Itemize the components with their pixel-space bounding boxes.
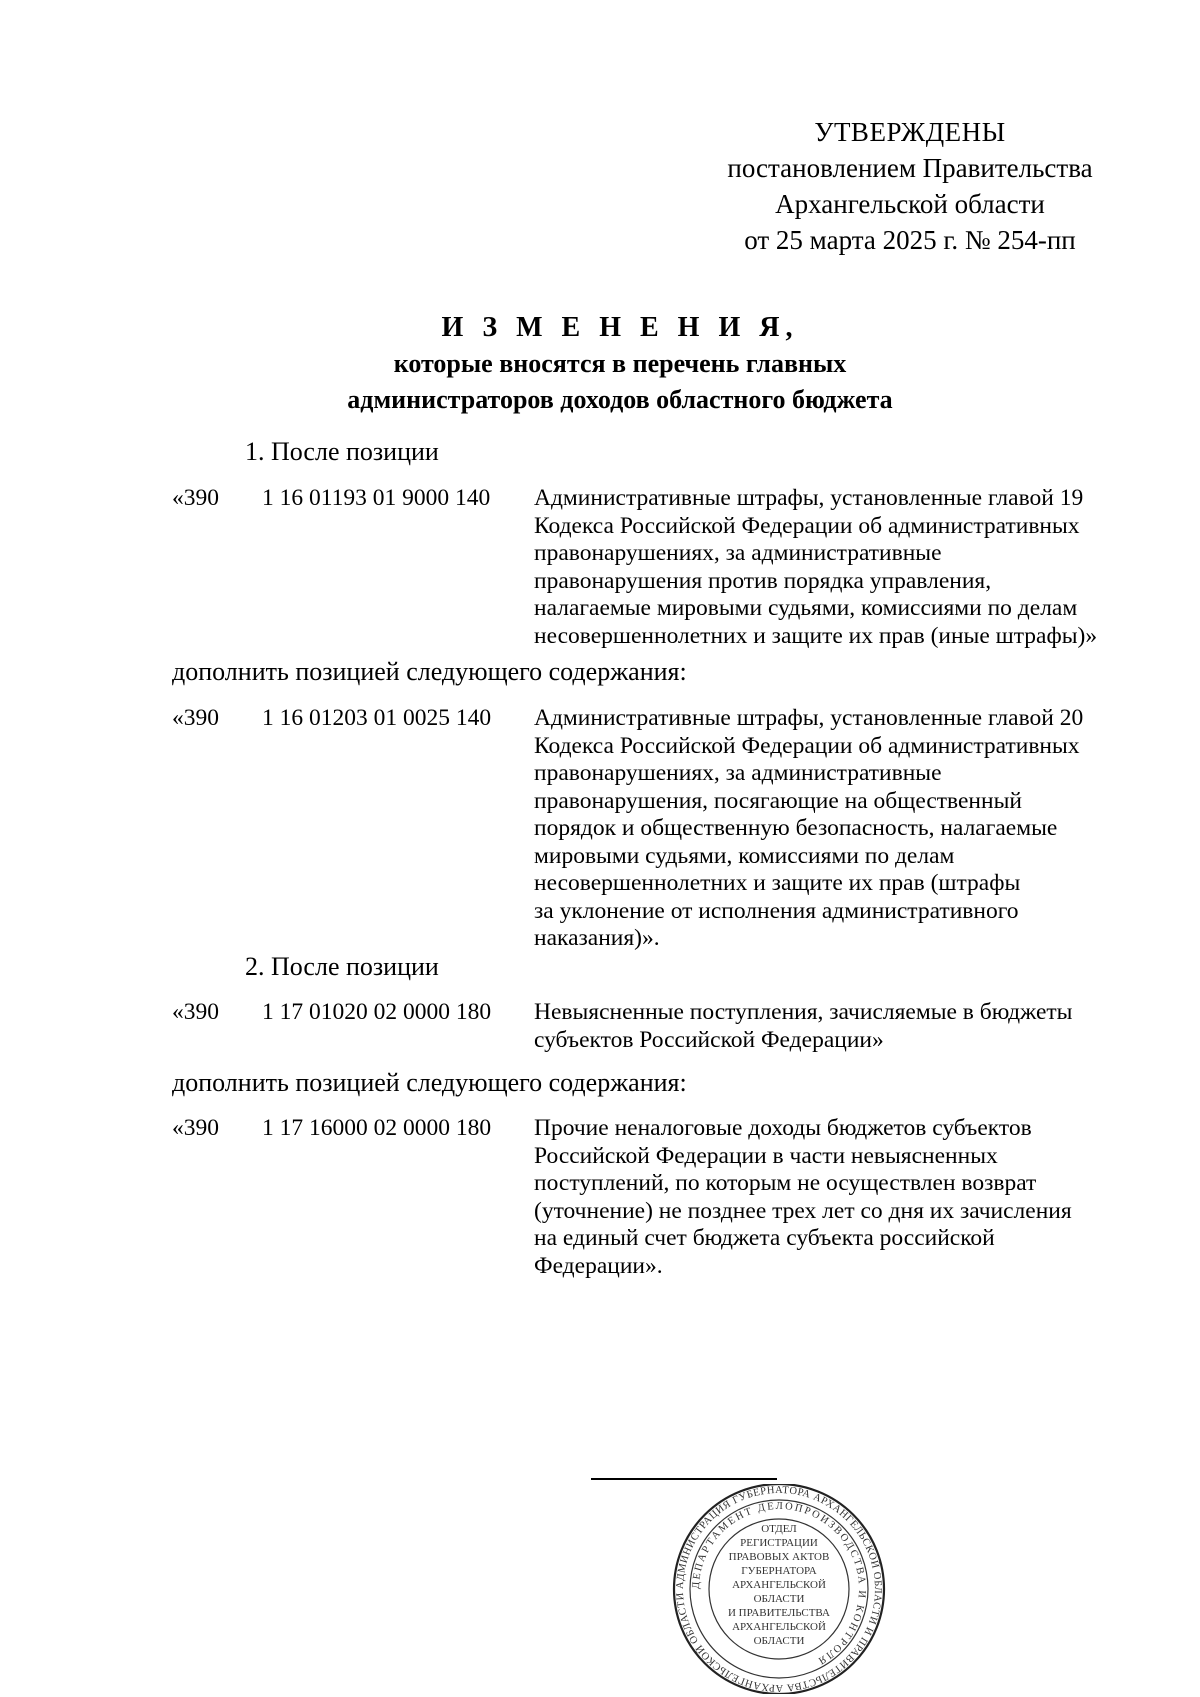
seal-center-line: ГУБЕРНАТОРА (741, 1565, 817, 1577)
description-line: порядок и общественную безопасность, налагаемые (534, 815, 1058, 841)
description-line: Административные штрафы, установленные главой 19 (534, 485, 1084, 511)
description-line: Прочие неналоговые доходы бюджетов субъектов (534, 1115, 1032, 1141)
description-line: Административные штрафы, установленные главой 20 (534, 705, 1084, 731)
description-line: наказания)». (534, 925, 660, 951)
item-2-after-admin-code: «390 (172, 1115, 219, 1141)
item-1-after-kbk: 1 16 01203 01 0025 140 (262, 705, 492, 731)
description-line: правонарушения, посягающие на общественный (534, 787, 1022, 814)
approval-block (700, 114, 1120, 258)
item-1-after-description (534, 705, 1124, 953)
description-line: Кодекса Российской Федерации об административных (534, 732, 1080, 759)
item-2-add-text: дополнить позицией следующего содержания: (172, 1068, 687, 1097)
description-line: правонарушения против порядка управления, (534, 567, 992, 594)
seal-center-line: ПРАВОВЫХ АКТОВ (728, 1551, 830, 1563)
description-line: (уточнение) не позднее трех лет со дня их зачисления (534, 1197, 1072, 1224)
item-2-after-kbk: 1 17 16000 02 0000 180 (262, 1115, 492, 1141)
description-line: на единый счет бюджета субъекта российской (534, 1225, 995, 1251)
description-line: правонарушениях, за административные (534, 760, 942, 786)
description-line: Федерации». (534, 1252, 663, 1279)
document-heading (260, 310, 980, 418)
seal-center-line: АРХАНГЕЛЬСКОЙ (732, 1621, 826, 1633)
item-1-before-admin-code: «390 (172, 485, 219, 511)
seal-center-line: РЕГИСТРАЦИИ (740, 1537, 818, 1549)
heading-line-3: администраторов доходов областного бюджета (347, 385, 893, 414)
description-line: поступлений, по которым не осуществлен возврат (534, 1170, 1037, 1196)
description-line: Российской Федерации в части невыясненных (534, 1142, 998, 1169)
item-1-before-description (534, 485, 1124, 650)
item-1-title: 1. После позиции (245, 437, 439, 466)
seal-center-line: ОБЛАСТИ (753, 1635, 805, 1647)
item-1-after-admin-code: «390 (172, 705, 219, 731)
approval-title: УТВЕРЖДЕНЫ (814, 117, 1006, 147)
description-line: налагаемые мировыми судьями, комиссиями по делам (534, 595, 1078, 621)
item-1-add-text: дополнить позицией следующего содержания: (172, 657, 687, 686)
item-2-before-kbk: 1 17 01020 02 0000 180 (262, 999, 492, 1025)
item-2-before-description (534, 999, 1124, 1054)
seal-center-line: И ПРАВИТЕЛЬСТВА (727, 1607, 831, 1619)
seal-outer-text: АДМИНИСТРАЦИЯ ГУБЕРНАТОРА АРХАНГЕЛЬСКОЙ ОБЛАСТИ И ПРАВИТЕЛЬСТВА АРХАНГЕЛЬСКОЙ ОБЛАСТИ (674, 1484, 884, 1694)
item-1-before-kbk: 1 16 01193 01 9000 140 (262, 485, 491, 511)
description-line: несовершеннолетних и защите их прав (иные штрафы)» (534, 622, 1098, 649)
seal-center-line: АРХАНГЕЛЬСКОЙ (732, 1579, 826, 1591)
description-line: правонарушениях, за административные (534, 540, 942, 566)
description-line: субъектов Российской Федерации» (534, 1026, 884, 1053)
seal-center-line: ОБЛАСТИ (753, 1593, 805, 1605)
heading-title: И З М Е Н Е Н И Я, (441, 312, 799, 343)
item-2-title: 2. После позиции (245, 952, 439, 981)
approval-line-3: Архангельской области (775, 189, 1045, 219)
registration-seal-stamp (668, 1484, 890, 1694)
item-2-after-description (534, 1115, 1124, 1280)
item-2-before-admin-code: «390 (172, 999, 219, 1025)
description-line: Кодекса Российской Федерации об административных (534, 512, 1080, 539)
description-line: мировыми судьями, комиссиями по делам (534, 842, 955, 869)
heading-line-2: которые вносятся в перечень главных (393, 349, 847, 378)
description-line: за уклонение от исполнения административного (534, 897, 1019, 924)
seal-center-line: ОТДЕЛ (761, 1523, 797, 1535)
description-line: несовершеннолетних и защите их прав (штрафы (534, 870, 1021, 896)
approval-line-2: постановлением Правительства (727, 153, 1093, 183)
seal-inner-text: ДЕПАРТАМЕНТ ДЕЛОПРОИЗВОДСТВА И КОНТРОЛЯ (690, 1500, 868, 1667)
signature-line (591, 1478, 777, 1480)
description-line: Невыясненные поступления, зачисляемые в бюджеты (534, 999, 1073, 1025)
approval-date-line: от 25 марта 2025 г. № 254-пп (744, 225, 1076, 255)
